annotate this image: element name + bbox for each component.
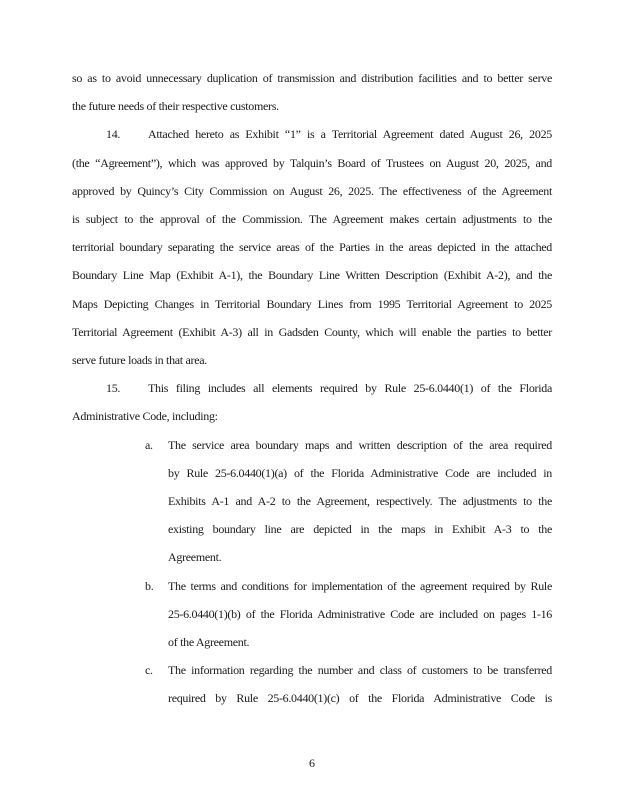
list-marker: b. — [145, 578, 154, 593]
list-item-b — [72, 572, 552, 657]
text-line: Agreement. — [168, 550, 222, 565]
text-line: so as to avoid unnecessary duplication of transmission and distribution facilities and to better serve — [72, 71, 552, 85]
paragraph-14 — [72, 120, 552, 374]
text-line — [145, 572, 552, 600]
text-line — [72, 120, 552, 148]
text-segment: Attached hereto as Exhibit “1” is a Territorial Agreement dated August 26, 2025 — [148, 127, 552, 142]
page-number: 6 — [309, 755, 315, 770]
text-line: serve future loads in that area. — [72, 353, 208, 368]
list-marker: c. — [145, 663, 153, 678]
text-segment: The service area boundary maps and written description of the area required — [168, 437, 552, 452]
text-line: Exhibits A-1 and A-2 to the Agreement, respectively. The adjustments to the — [168, 494, 552, 509]
text-line: required by Rule 25-6.0440(1)(c) of the Florida Administrative Code is — [168, 691, 552, 706]
intro-paragraph — [72, 64, 552, 120]
text-line: Maps Depicting Changes in Territorial Boundary Lines from 1995 Territorial Agreement to 2025 — [72, 296, 552, 311]
text-line: territorial boundary separating the service areas of the Parties in the areas depicted in the attached — [72, 240, 552, 255]
text-line: Boundary Line Map (Exhibit A-1), the Boundary Line Written Description (Exhibit A-2), and the — [72, 268, 552, 283]
list-item-a — [72, 431, 552, 572]
text-line — [145, 656, 552, 684]
text-line: approved by Quincy’s City Commission on August 26, 2025. The effectiveness of the Agreement — [72, 183, 552, 198]
text-line: Administrative Code, including: — [72, 409, 218, 424]
text-line: Territorial Agreement (Exhibit A-3) all in Gadsden County, which will enable the parties to better — [72, 324, 552, 339]
text-line: (the “Agreement”), which was approved by Talquin’s Board of Trustees on August 20, 2025, and — [72, 155, 552, 170]
paragraph-15 — [72, 374, 552, 430]
list-item-c — [72, 656, 552, 712]
text-line: 25-6.0440(1)(b) of the Florida Administrative Code are included on pages 1-16 — [168, 606, 552, 621]
list-marker: a. — [145, 437, 153, 452]
text-line: existing boundary line are depicted in the maps in Exhibit A-3 to the — [168, 522, 552, 537]
text-segment: The information regarding the number and class of customers to be transferred — [168, 663, 552, 678]
text-line: is subject to the approval of the Commission. The Agreement makes certain adjustments to the — [72, 212, 552, 227]
paragraph-number: 15. — [106, 381, 121, 396]
paragraph-number: 14. — [106, 127, 121, 142]
text-line — [145, 431, 552, 459]
text-segment: The terms and conditions for implementation of the agreement required by Rule — [168, 578, 552, 593]
text-line: the future needs of their respective customers. — [72, 99, 279, 114]
text-line: by Rule 25-6.0440(1)(a) of the Florida Administrative Code are included in — [168, 465, 552, 480]
text-segment: This filing includes all elements required by Rule 25-6.0440(1) of the Florida — [148, 381, 552, 396]
document-body — [72, 64, 552, 777]
text-line — [72, 374, 552, 402]
text-line: of the Agreement. — [168, 635, 250, 650]
